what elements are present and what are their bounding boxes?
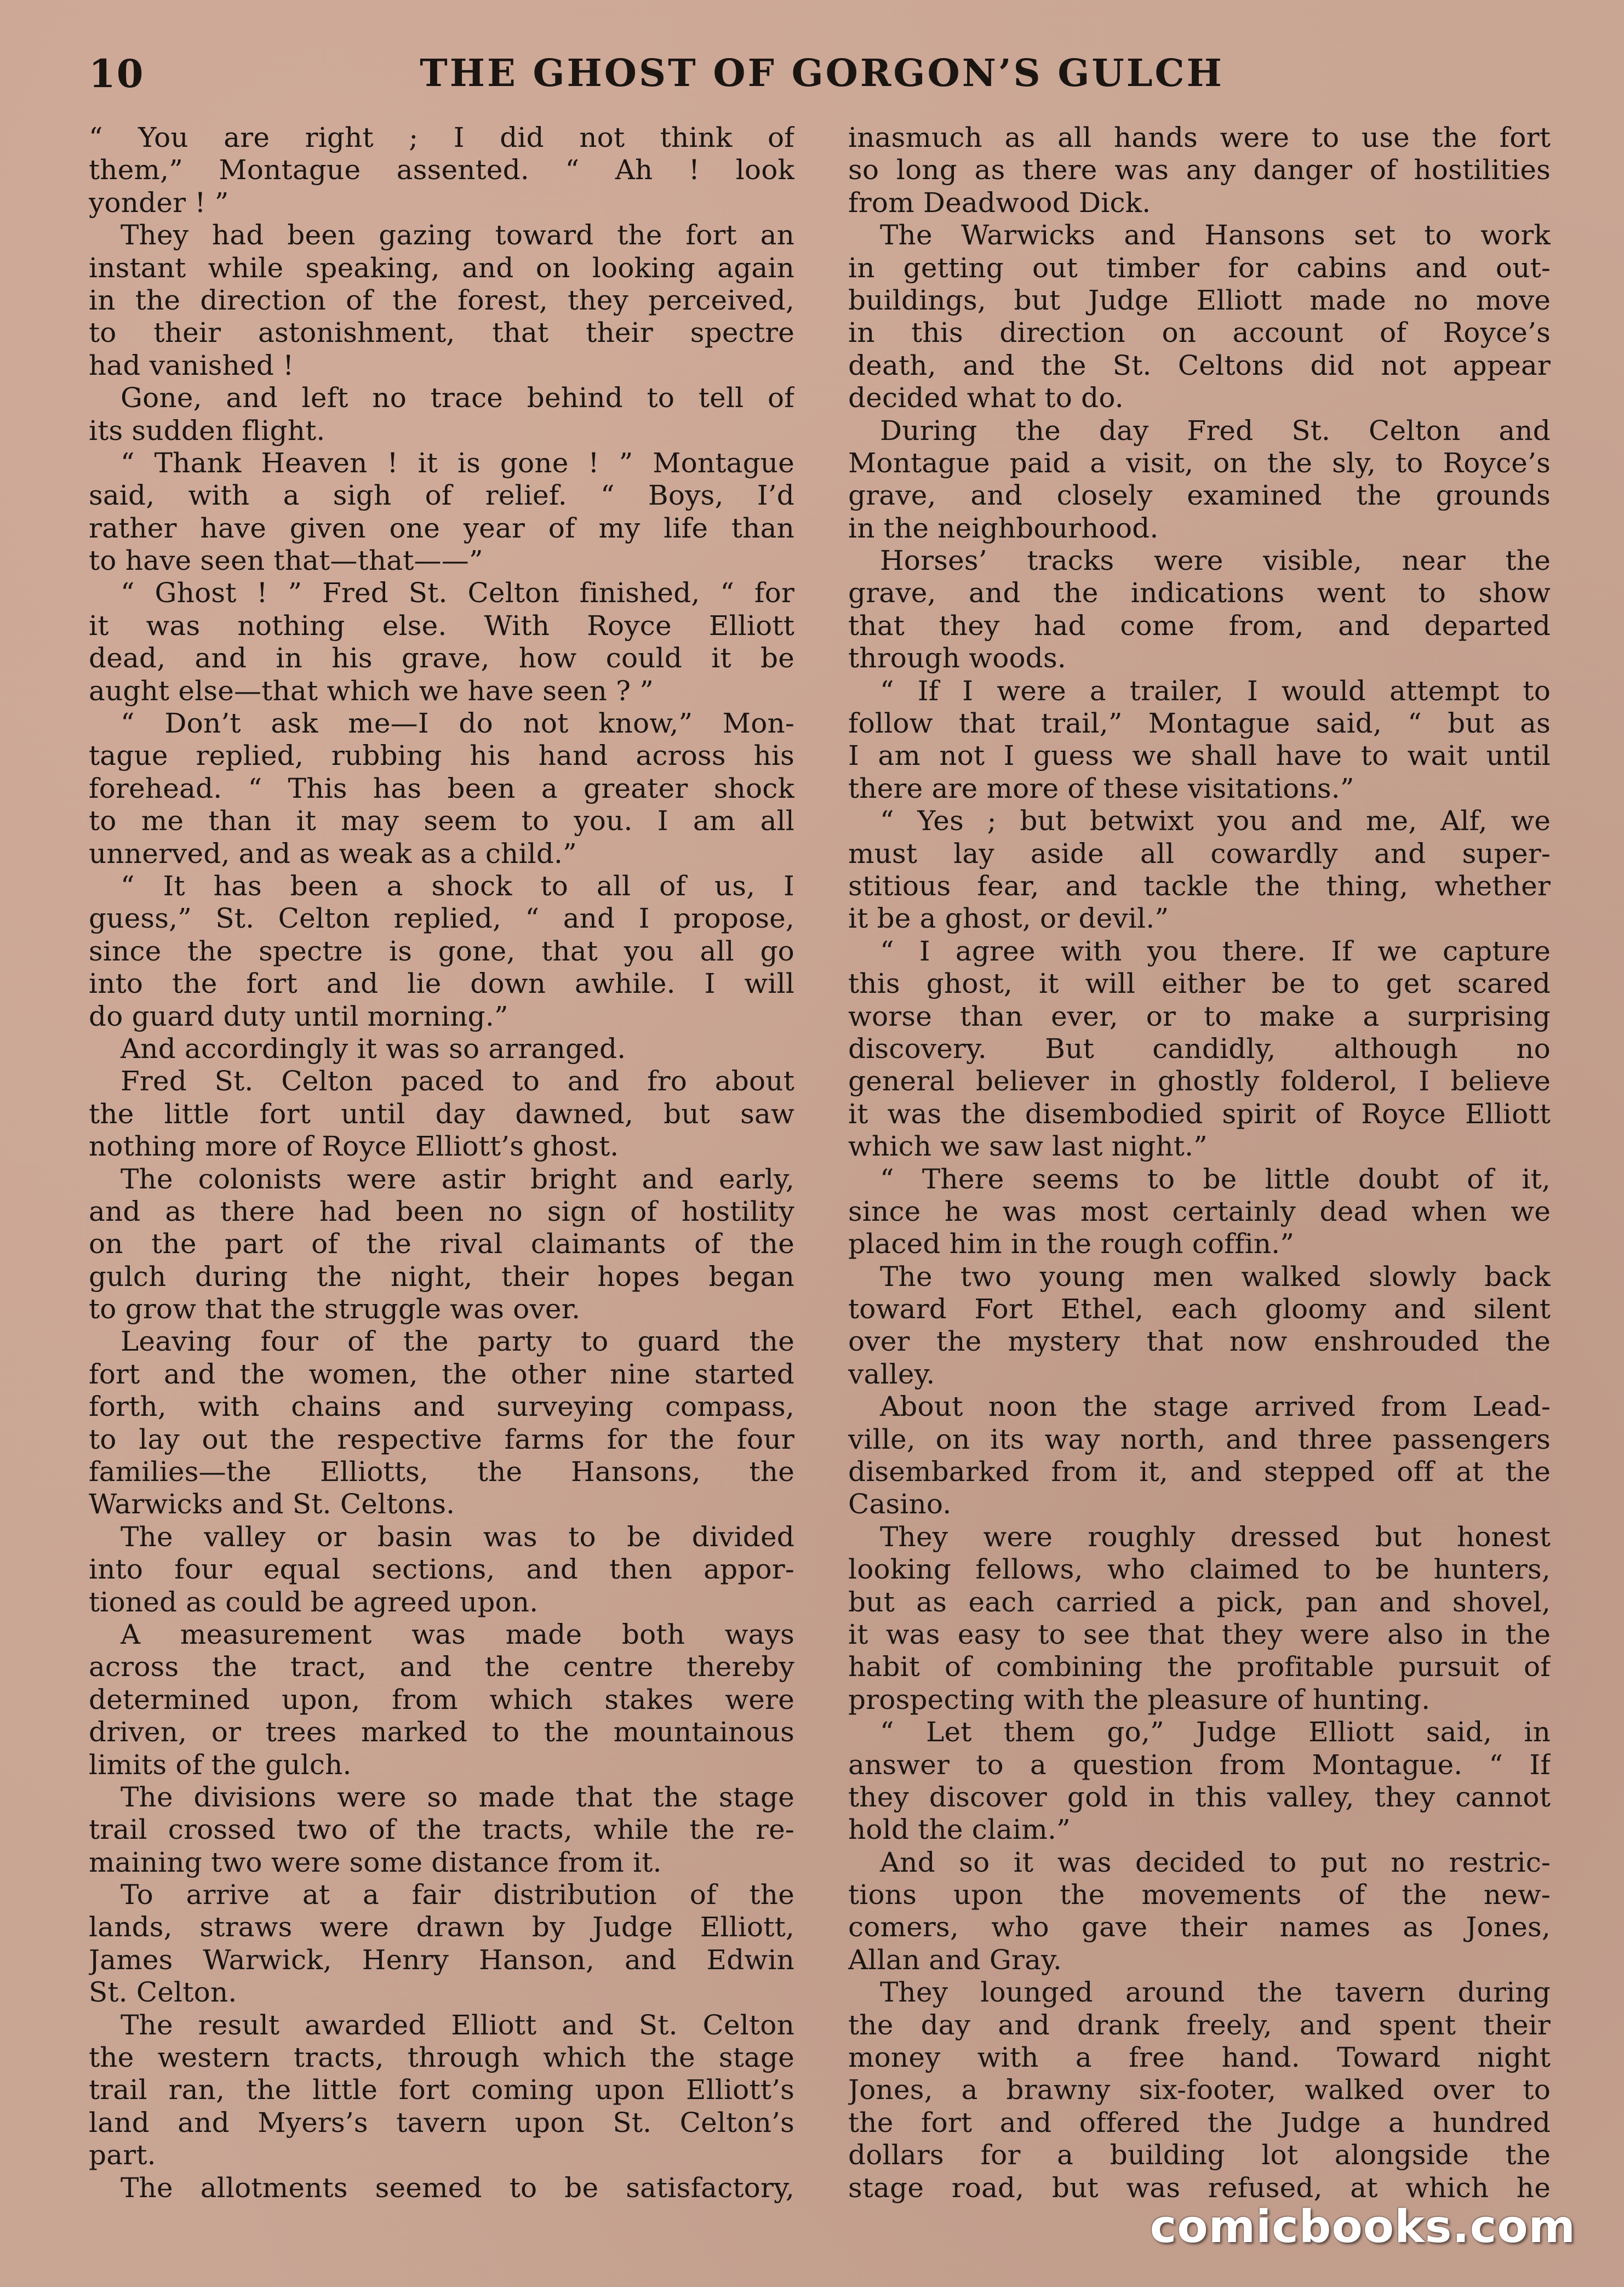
- text-line: “ If I were a trailer, I would attempt to: [880, 674, 1551, 707]
- text-line: “ You are right ; I did not think of: [89, 122, 794, 153]
- text-line: from Deadwood Dick.: [848, 186, 1151, 219]
- text-line: to their astonishment, that their spectre: [89, 317, 794, 349]
- text-line: toward Fort Ethel, each gloomy and silent: [848, 1293, 1551, 1325]
- text-line: part.: [89, 2139, 156, 2171]
- left-text-column: [89, 122, 794, 2204]
- text-line: The two young men walked slowly back: [880, 1260, 1551, 1293]
- text-line: ville, on its way north, and three passengers: [848, 1423, 1551, 1455]
- text-line: A measurement was made both ways: [121, 1618, 794, 1650]
- text-line: disembarked from it, and stepped off at the: [848, 1456, 1551, 1488]
- text-line: them,” Montague assented. “ Ah ! look: [89, 154, 794, 186]
- text-line: The colonists were astir bright and early,: [121, 1163, 794, 1195]
- text-line: The valley or basin was to be divided: [121, 1520, 794, 1553]
- text-line: grave, and closely examined the grounds: [848, 479, 1551, 512]
- text-line: And so it was decided to put no restric-: [880, 1846, 1551, 1878]
- text-line: Gone, and left no trace behind to tell of: [121, 382, 794, 414]
- text-line: And accordingly it was so arranged.: [121, 1032, 626, 1065]
- text-line: since he was most certainly dead when we: [848, 1195, 1551, 1227]
- text-line: must lay aside all cowardly and super-: [848, 837, 1551, 870]
- text-line: rather have given one year of my life than: [89, 512, 794, 544]
- text-line: but as each carried a pick, pan and shovel,: [848, 1586, 1551, 1618]
- text-line: on the part of the rival claimants of the: [89, 1228, 794, 1260]
- text-line: had vanished !: [89, 349, 294, 381]
- text-line: it was nothing else. With Royce Elliott: [89, 609, 794, 642]
- text-line: St. Celton.: [89, 1976, 237, 2009]
- text-line: valley.: [848, 1358, 935, 1390]
- text-line: maining two were some distance from it.: [89, 1846, 662, 1878]
- text-line: forth, with chains and surveying compass,: [89, 1391, 794, 1423]
- text-line: follow that trail,” Montague said, “ but as: [848, 707, 1551, 740]
- running-title: THE GHOST OF GORGON’S GULCH: [420, 52, 1224, 95]
- text-line: tions upon the movements of the new-: [848, 1879, 1551, 1911]
- text-line: “ Let them go,” Judge Elliott said, in: [880, 1716, 1551, 1748]
- text-line: yonder ! ”: [89, 186, 229, 219]
- text-line: The divisions were so made that the stage: [121, 1781, 794, 1813]
- text-line: grave, and the indications went to show: [848, 577, 1551, 609]
- text-line: guess,” St. Celton replied, “ and I propose,: [89, 902, 794, 935]
- text-line: they discover gold in this valley, they cannot: [848, 1781, 1551, 1813]
- text-line: driven, or trees marked to the mountainous: [89, 1716, 794, 1748]
- text-line: instant while speaking, and on looking again: [89, 251, 794, 284]
- text-line: To arrive at a fair distribution of the: [121, 1879, 794, 1911]
- text-line: dead, and in his grave, how could it be: [89, 642, 794, 674]
- text-line: and as there had been no sign of hostility: [89, 1195, 794, 1227]
- text-line: stitious fear, and tackle the thing, whether: [848, 870, 1551, 902]
- text-line: The allotments seemed to be satisfactory,: [121, 2171, 794, 2204]
- text-line: into the fort and lie down awhile. I will: [89, 968, 794, 1000]
- text-line: Montague paid a visit, on the sly, to Royce’s: [848, 447, 1551, 479]
- text-line: “ Ghost ! ” Fred St. Celton finished, “ for: [121, 577, 794, 609]
- text-line: inasmuch as all hands were to use the fort: [848, 122, 1551, 153]
- text-line: placed him in the rough coffin.”: [848, 1228, 1295, 1260]
- text-line: there are more of these visitations.”: [848, 772, 1354, 804]
- text-line: Allan and Gray.: [848, 1943, 1062, 1976]
- text-line: across the tract, and the centre thereby: [89, 1651, 794, 1683]
- text-line: Casino.: [848, 1488, 952, 1520]
- text-line: Warwicks and St. Celtons.: [89, 1488, 455, 1520]
- text-line: the day and drank freely, and spent their: [848, 2009, 1551, 2041]
- text-line: Jones, a brawny six-footer, walked over to: [848, 2074, 1551, 2106]
- text-line: stage road, but was refused, at which he: [848, 2171, 1551, 2204]
- text-line: dollars for a building lot alongside the: [848, 2139, 1551, 2171]
- text-line: lands, straws were drawn by Judge Elliott,: [89, 1911, 794, 1943]
- text-line: tague replied, rubbing his hand across his: [89, 740, 794, 772]
- text-line: in the direction of the forest, they perceived,: [89, 284, 794, 316]
- text-line: Horses’ tracks were visible, near the: [880, 545, 1551, 577]
- text-line: hold the claim.”: [848, 1814, 1071, 1846]
- text-line: Leaving four of the party to guard the: [121, 1325, 794, 1358]
- text-line: money with a free hand. Toward night: [848, 2042, 1551, 2074]
- text-line: Fred St. Celton paced to and fro about: [121, 1065, 794, 1097]
- text-line: They had been gazing toward the fort an: [121, 219, 794, 251]
- right-text-column: [848, 122, 1551, 2204]
- text-line: the fort and offered the Judge a hundred: [848, 2106, 1551, 2139]
- text-line: in getting out timber for cabins and out-: [848, 251, 1551, 284]
- text-line: During the day Fred St. Celton and: [880, 414, 1551, 447]
- text-line: the little fort until day dawned, but saw: [89, 1097, 794, 1130]
- text-line: They were roughly dressed but honest: [880, 1520, 1551, 1553]
- text-line: through woods.: [848, 642, 1066, 674]
- text-line: decided what to do.: [848, 382, 1124, 414]
- text-line: comers, who gave their names as Jones,: [848, 1911, 1551, 1943]
- text-line: “ I agree with you there. If we capture: [880, 935, 1551, 967]
- text-line: its sudden flight.: [89, 414, 325, 447]
- text-line: limits of the gulch.: [89, 1748, 352, 1781]
- text-line: trail crossed two of the tracts, while the re-: [89, 1814, 794, 1846]
- text-line: determined upon, from which stakes were: [89, 1683, 794, 1716]
- text-line: so long as there was any danger of hostilities: [848, 154, 1551, 186]
- text-line: prospecting with the pleasure of hunting.: [848, 1683, 1431, 1716]
- text-line: unnerved, and as weak as a child.”: [89, 837, 577, 870]
- text-line: James Warwick, Henry Hanson, and Edwin: [89, 1943, 794, 1976]
- text-line: it was easy to see that they were also in the: [848, 1618, 1551, 1650]
- text-line: death, and the St. Celtons did not appear: [848, 349, 1551, 381]
- text-line: fort and the women, the other nine started: [89, 1358, 794, 1390]
- text-line: looking fellows, who claimed to be hunters,: [848, 1553, 1551, 1586]
- text-line: which we saw last night.”: [848, 1130, 1208, 1163]
- text-line: They lounged around the tavern during: [880, 1976, 1551, 2009]
- text-line: answer to a question from Montague. “ If: [848, 1748, 1551, 1781]
- text-line: into four equal sections, and then appor-: [89, 1553, 794, 1586]
- text-line: “ There seems to be little doubt of it,: [880, 1163, 1551, 1195]
- text-line: since the spectre is gone, that you all go: [89, 935, 794, 967]
- text-line: that they had come from, and departed: [848, 609, 1551, 642]
- text-line: “ Don’t ask me—I do not know,” Mon-: [121, 707, 794, 740]
- page-number: 10: [89, 51, 145, 96]
- text-line: worse than ever, or to make a surprising: [848, 1000, 1551, 1032]
- text-line: discovery. But candidly, although no: [848, 1032, 1551, 1065]
- text-line: families—the Elliotts, the Hansons, the: [89, 1456, 794, 1488]
- text-line: in the neighbourhood.: [848, 512, 1159, 544]
- text-line: aught else—that which we have seen ? ”: [89, 674, 654, 707]
- text-line: habit of combining the profitable pursuit of: [848, 1651, 1551, 1683]
- watermark-logo: comicbooks.com: [1150, 2201, 1576, 2253]
- text-line: this ghost, it will either be to get scared: [848, 968, 1551, 1000]
- text-line: “ Yes ; but betwixt you and me, Alf, we: [880, 805, 1551, 837]
- text-line: in this direction on account of Royce’s: [848, 317, 1551, 349]
- text-line: nothing more of Royce Elliott’s ghost.: [89, 1130, 619, 1163]
- text-line: trail ran, the little fort coming upon Elliott’s: [89, 2074, 794, 2106]
- text-line: land and Myers’s tavern upon St. Celton’s: [89, 2106, 794, 2139]
- text-line: it was the disembodied spirit of Royce Elliott: [848, 1097, 1551, 1130]
- text-line: do guard duty until morning.”: [89, 1000, 508, 1032]
- text-line: said, with a sigh of relief. “ Boys, I’d: [89, 479, 794, 512]
- text-line: I am not I guess we shall have to wait until: [848, 740, 1551, 772]
- text-line: buildings, but Judge Elliott made no move: [848, 284, 1551, 316]
- text-line: to lay out the respective farms for the four: [89, 1423, 794, 1455]
- text-line: The result awarded Elliott and St. Celton: [121, 2009, 794, 2041]
- text-line: “ It has been a shock to all of us, I: [121, 870, 794, 902]
- text-line: tioned as could be agreed upon.: [89, 1586, 539, 1618]
- text-line: it be a ghost, or devil.”: [848, 902, 1169, 935]
- text-line: to me than it may seem to you. I am all: [89, 805, 794, 837]
- text-line: forehead. “ This has been a greater shock: [89, 772, 794, 804]
- text-line: “ Thank Heaven ! it is gone ! ” Montague: [121, 447, 794, 479]
- text-line: general believer in ghostly folderol, I believe: [848, 1065, 1551, 1097]
- text-line: to grow that the struggle was over.: [89, 1293, 581, 1325]
- text-line: The Warwicks and Hansons set to work: [880, 219, 1551, 251]
- text-line: About noon the stage arrived from Lead-: [880, 1391, 1551, 1423]
- text-line: gulch during the night, their hopes began: [89, 1260, 794, 1293]
- text-line: to have seen that—that——”: [89, 545, 483, 577]
- text-line: the western tracts, through which the stage: [89, 2042, 794, 2074]
- text-line: over the mystery that now enshrouded the: [848, 1325, 1551, 1358]
